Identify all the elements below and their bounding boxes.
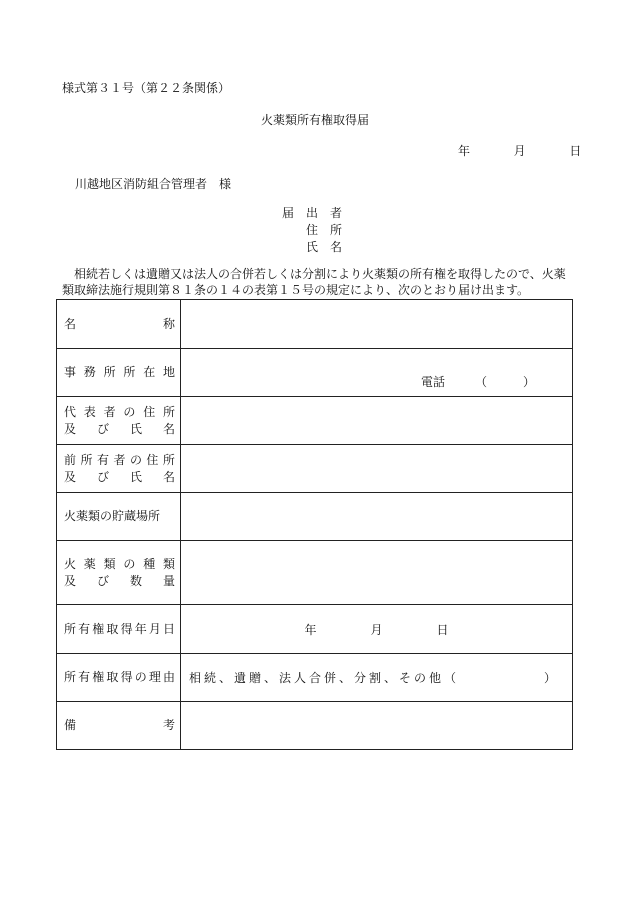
label-char: び: [96, 421, 109, 436]
label-char: 有: [78, 621, 91, 636]
label-char: 所: [103, 365, 116, 379]
label-char: 有: [78, 670, 91, 684]
label-char: 住: [146, 452, 159, 467]
applicant-block: [282, 205, 342, 256]
applicant-address-label: 住 所: [306, 223, 343, 237]
form-number: 様式第３１号（第２２条関係）: [62, 81, 231, 95]
label-char: 権: [92, 621, 105, 636]
label-office-address: [57, 349, 181, 397]
submission-date: [458, 142, 581, 159]
label-char: 年: [134, 621, 147, 636]
date-month-label: 月: [513, 144, 526, 158]
table-row: [57, 493, 573, 541]
label-char: 所: [162, 452, 175, 467]
label-char: び: [96, 573, 109, 588]
label-char: 者: [113, 452, 126, 467]
label-char: 類: [103, 556, 116, 571]
label-char: の: [129, 452, 142, 467]
label-char: 務: [83, 365, 96, 379]
label-char: の: [123, 556, 136, 571]
label-char: 地: [162, 365, 175, 379]
form-table: [56, 299, 573, 750]
representative-field[interactable]: [181, 397, 573, 445]
label-type-quantity: [57, 541, 181, 605]
type-quantity-field[interactable]: [181, 541, 573, 605]
label-char: 名: [162, 421, 175, 436]
label-char: 及: [64, 421, 77, 436]
label-remarks: [57, 702, 181, 750]
label-char: 取: [106, 670, 119, 684]
label-char: 日: [162, 621, 175, 636]
label-char: 氏: [129, 421, 142, 436]
document-title: 火薬類所有権取得届: [260, 113, 369, 127]
label-char: 所: [80, 452, 93, 467]
label-char: 表: [83, 404, 96, 419]
label-char: 所: [123, 365, 136, 379]
table-row: [57, 397, 573, 445]
label-char: 得: [120, 670, 133, 684]
table-row: [57, 445, 573, 493]
applicant-label: 届 出 者: [282, 206, 343, 220]
acq-month-label: 月: [370, 622, 383, 637]
phone-parens: （ ）: [481, 375, 536, 389]
label-char: 月: [148, 621, 161, 636]
label-acquisition-reason: [57, 654, 181, 702]
label-char: 所: [64, 670, 77, 684]
label-char: 所: [64, 621, 77, 636]
label-char: 得: [120, 621, 133, 636]
label-char: 前: [64, 452, 77, 467]
table-row: [57, 702, 573, 750]
label-char: 火: [64, 556, 77, 571]
applicant-name-label: 氏 名: [306, 240, 343, 254]
remarks-field[interactable]: [181, 702, 573, 750]
label-char: 所: [162, 404, 175, 419]
label-char: 名: [64, 316, 77, 331]
date-year-label: 年: [458, 144, 471, 158]
storage-location-field[interactable]: [181, 493, 573, 541]
table-row: [57, 300, 573, 349]
label-char: 取: [106, 621, 119, 636]
acquisition-reason-field[interactable]: [181, 654, 573, 702]
table-row: [57, 349, 573, 397]
phone-label: 電話: [421, 375, 446, 389]
label-char: 在: [143, 365, 156, 379]
label-previous-owner: [57, 445, 181, 493]
reason-options: 相続、遺贈、法人合併、分割、その他（: [189, 671, 460, 685]
label-char: 名: [162, 469, 175, 484]
acq-year-label: 年: [304, 622, 317, 637]
label-char: 及: [64, 573, 77, 588]
acq-day-label: 日: [436, 622, 449, 637]
label-char: 類: [162, 556, 175, 571]
label-char: び: [96, 469, 109, 484]
table-row: [57, 541, 573, 605]
label-char: 数: [129, 573, 142, 588]
label-char: 住: [143, 404, 156, 419]
label-char: 量: [162, 573, 175, 588]
label-char: 事: [64, 365, 77, 379]
reason-close: ）: [543, 671, 559, 685]
label-char: の: [134, 670, 147, 684]
label-char: 備: [64, 718, 77, 732]
label-char: 有: [96, 452, 109, 467]
label-char: 考: [162, 718, 175, 732]
label-char: 及: [64, 469, 77, 484]
label-char: 氏: [129, 469, 142, 484]
label-char: 種: [143, 556, 156, 571]
label-char: 理: [148, 670, 161, 684]
table-row: [57, 654, 573, 702]
acquisition-date-field[interactable]: [181, 605, 573, 654]
label-char: 代: [64, 404, 77, 419]
label-char: 由: [162, 670, 175, 684]
phone-field[interactable]: [421, 373, 535, 390]
table-row: [57, 605, 573, 654]
storage-location-text: 火薬類の貯蔵場所: [64, 509, 161, 523]
label-name: [57, 300, 181, 349]
label-representative: [57, 397, 181, 445]
date-day-label: 日: [569, 144, 582, 158]
label-char: 薬: [83, 556, 96, 571]
label-char: 者: [103, 404, 116, 419]
name-field[interactable]: [181, 300, 573, 349]
previous-owner-field[interactable]: [181, 445, 573, 493]
statement-text: 相続若しくは遺贈又は法人の合併若しくは分割により火薬類の所有権を取得したので、火薬類取締法施行規則第８１条の１４の表第１５号の規定により、次のとおり届け出ます。: [62, 267, 566, 297]
addressee: 川越地区消防組合管理者 様: [75, 177, 232, 191]
label-acquisition-date: [57, 605, 181, 654]
label-char: 権: [92, 670, 105, 684]
office-address-field[interactable]: [181, 349, 573, 397]
label-char: 称: [162, 316, 175, 331]
label-char: の: [123, 404, 136, 419]
label-storage-location: [57, 493, 181, 541]
